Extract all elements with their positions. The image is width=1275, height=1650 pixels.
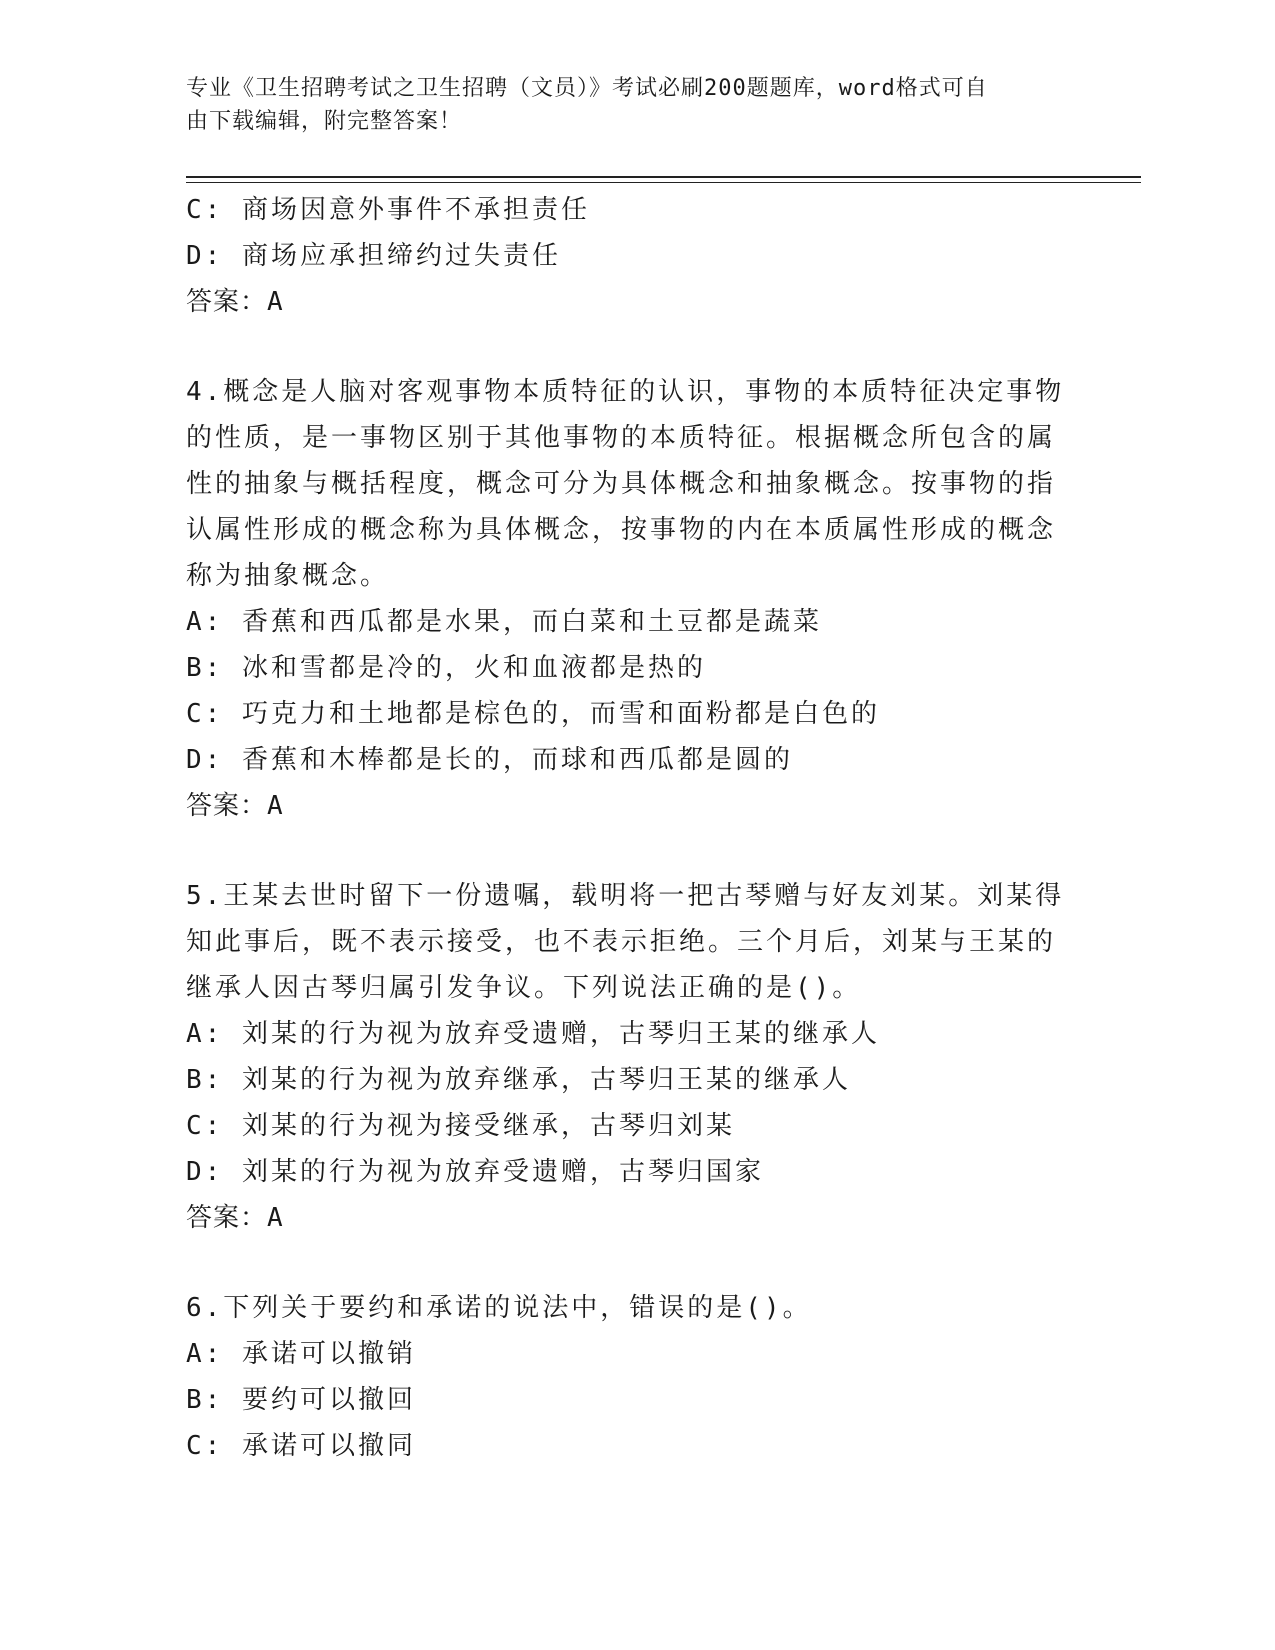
question-5 [186, 873, 1066, 1241]
question-4 [186, 369, 1066, 829]
header-rule-thick [186, 176, 1141, 178]
q4-stem-line: 的性质，是一事物区别于其他事物的本质特征。根据概念所包含的属 [186, 423, 1057, 453]
header-rule-thin [186, 182, 1141, 183]
q5-option-a: A: 刘某的行为视为放弃受遗赠，古琴归王某的继承人 [186, 1019, 880, 1049]
q4-option-d: D: 香蕉和木棒都是长的，而球和西瓜都是圆的 [186, 745, 793, 775]
q6-option-a: A: 承诺可以撤销 [186, 1339, 416, 1369]
q5-option-c: C: 刘某的行为视为接受继承，古琴归刘某 [186, 1111, 735, 1141]
q3-option-c: C: 商场因意外事件不承担责任 [186, 195, 590, 225]
q5-option-d: D: 刘某的行为视为放弃受遗赠，古琴归国家 [186, 1157, 764, 1187]
document-header [186, 72, 1066, 138]
spacer [186, 829, 1066, 873]
q4-option-a: A: 香蕉和西瓜都是水果，而白菜和土豆都是蔬菜 [186, 607, 822, 637]
spacer [186, 325, 1066, 369]
q3-option-d: D: 商场应承担缔约过失责任 [186, 241, 561, 271]
q4-stem-line: 4.概念是人脑对客观事物本质特征的认识，事物的本质特征决定事物 [186, 377, 1065, 407]
q3-answer: 答案：A [186, 287, 284, 317]
question-content [186, 187, 1066, 1469]
q4-option-b: B: 冰和雪都是冷的，火和血液都是热的 [186, 653, 706, 683]
question-6 [186, 1285, 1066, 1469]
q5-answer: 答案：A [186, 1203, 284, 1233]
q5-stem-line: 知此事后，既不表示接受，也不表示拒绝。三个月后，刘某与王某的 [186, 927, 1057, 957]
header-line-2: 由下载编辑，附完整答案！ [186, 109, 463, 134]
header-line-1: 专业《卫生招聘考试之卫生招聘（文员）》考试必刷200题题库，word格式可自 [186, 76, 988, 101]
q4-stem-line: 称为抽象概念。 [186, 561, 390, 591]
question-3-tail [186, 187, 1066, 325]
q4-stem-line: 认属性形成的概念称为具体概念，按事物的内在本质属性形成的概念 [186, 515, 1057, 545]
q6-stem: 6.下列关于要约和承诺的说法中，错误的是()。 [186, 1293, 812, 1323]
q4-stem-line: 性的抽象与概括程度，概念可分为具体概念和抽象概念。按事物的指 [186, 469, 1057, 499]
q4-option-c: C: 巧克力和土地都是棕色的，而雪和面粉都是白色的 [186, 699, 880, 729]
q6-option-c: C: 承诺可以撤同 [186, 1431, 416, 1461]
q5-option-b: B: 刘某的行为视为放弃继承，古琴归王某的继承人 [186, 1065, 851, 1095]
q4-answer: 答案：A [186, 791, 284, 821]
spacer [186, 1241, 1066, 1285]
q6-option-b: B: 要约可以撤回 [186, 1385, 416, 1415]
q5-stem-line: 继承人因古琴归属引发争议。下列说法正确的是()。 [186, 973, 862, 1003]
q5-stem-line: 5.王某去世时留下一份遗嘱，载明将一把古琴赠与好友刘某。刘某得 [186, 881, 1065, 911]
